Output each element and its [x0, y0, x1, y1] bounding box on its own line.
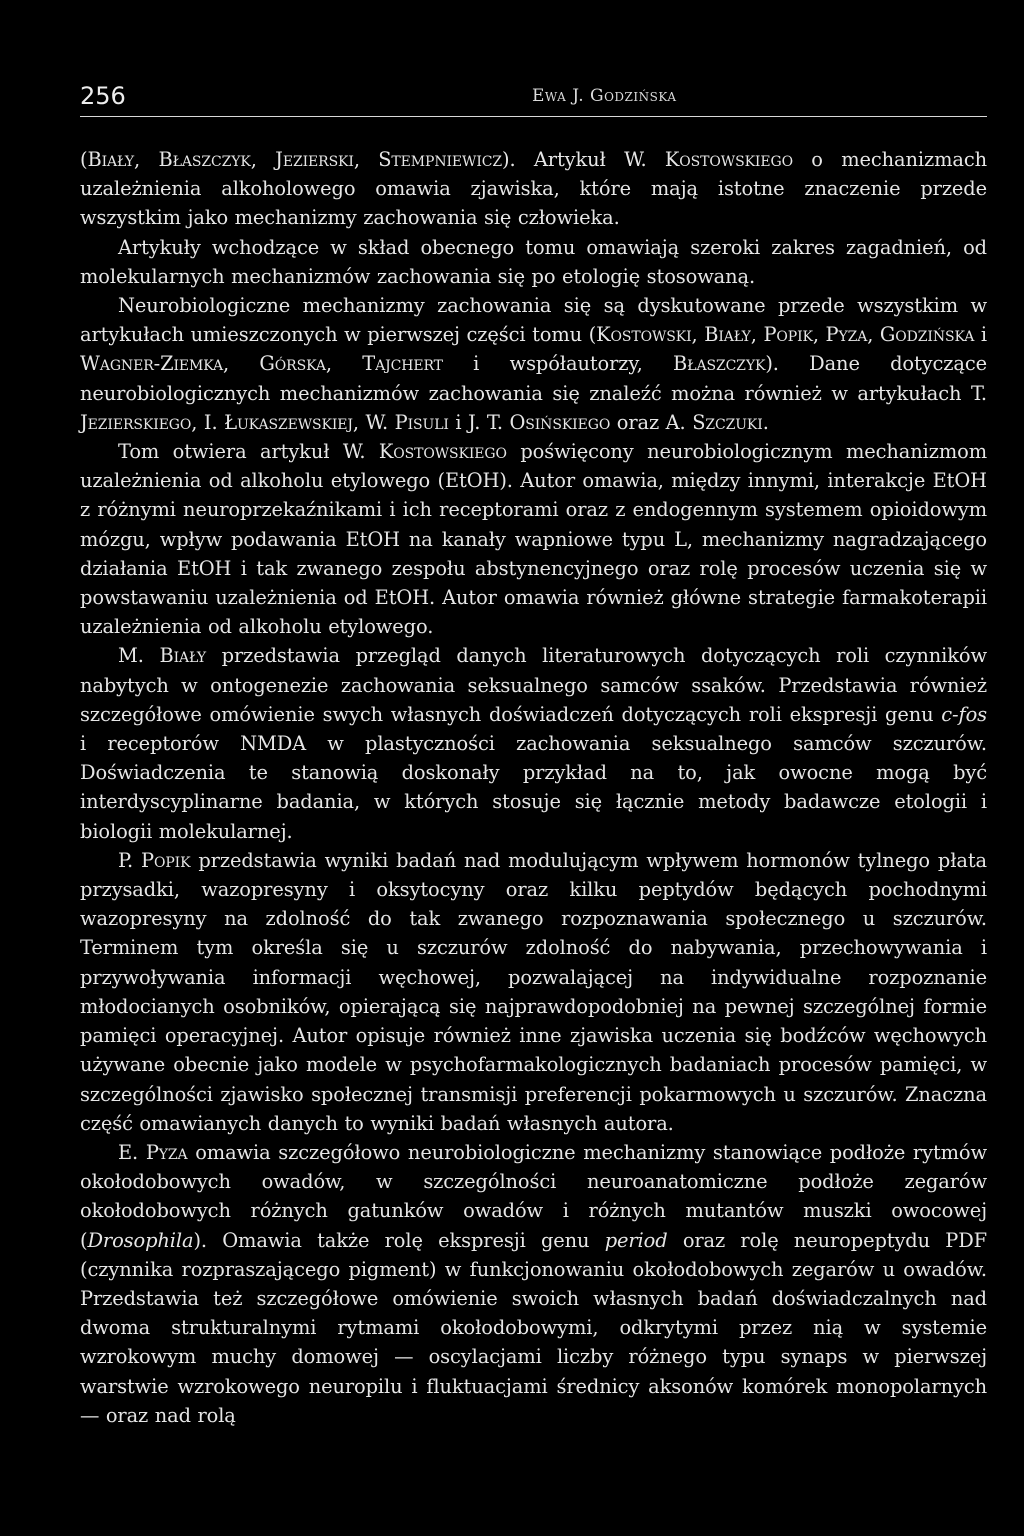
author-name: Biały	[159, 644, 207, 668]
text-run: przedstawia wyniki badań nad modulującym wpływem hormonów tylnego płata przysadki, wazopresyny i oksytocyny oraz kilku peptydów będących pochodnymi wazopresyny na zdolność do tak zwanego rozpoznawania społecznego u szczurów. Terminem tym określa się u szczurów zdolność do nabywania, przechowywania i przywoływania informacji węchowej, pozwalającej na indywidualne rozpoznanie młodocianych osobników, opierającą się najprawdopodobniej na pewnej szczególnej formie pamięci operacyjnej. Autor opisuje również inne zjawiska uczenia się bodźców węchowych używane obecnie jako modele w psychofarmakologicznych badaniach procesów pamięci, w szczególności zjawisko społecznej transmisji preferencji pokarmowych u szczurów. Znaczna część omawianych danych to wyniki badań własnych autora.	[80, 848, 987, 1135]
text-run: i	[974, 323, 988, 347]
author-name: Pisuli	[394, 410, 449, 434]
text-run: oraz A.	[610, 410, 693, 434]
body-paragraph	[80, 641, 987, 845]
italic-term: period	[604, 1228, 668, 1252]
italic-term: c-fos	[941, 702, 987, 726]
author-name: Kostowskiego	[378, 440, 507, 464]
body-paragraph	[80, 846, 987, 1138]
text-run: oraz rolę neuropeptydu PDF (czynnika rozpraszającego pigment) w funkcjonowaniu okołodobowych zegarów u owadów. Przedstawia też szczegółowe omówienie swoich własnych badań doświadczalnych nad dwoma strukturalnymi rytmami okołodobowymi, odkrytymi przez nią w systemie wzrokowym muchy domowej — oscylacjami liczby różnego typu synaps w pierwszej warstwie wzrokowego neuropilu i fluktuacjami średnicy aksonów komórek monopolarnych — oraz nad rolą	[80, 1228, 988, 1427]
running-head: Ewa J. Godzińska	[532, 86, 677, 106]
text-run: Artykuły wchodzące w skład obecnego tomu omawiają szeroki zakres zagadnień, od molekularnych mechanizmów zachowania się po etologię stosowaną.	[80, 235, 987, 288]
page-header	[80, 82, 987, 117]
body-paragraph	[80, 291, 987, 437]
text-run: o mechanizmach uzależnienia alkoholowego omawia zjawiska, które mają istotne znaczenie przede wszystkim jako mechanizmy zachowania się człowieka.	[80, 148, 987, 230]
author-name: Błaszczyk	[673, 352, 766, 376]
text-run: i współautorzy,	[442, 352, 674, 376]
text-run: poświęcony neurobiologicznym mechanizmom uzależnienia od alkoholu etylowego (EtOH). Autor omawia, między innymi, interakcje EtOH z różnymi neuroprzekaźnikami i ich receptorami oraz z endogennym systemem opioidowym mózgu, wpływ podawania EtOH na kanały wapniowe typu L, mechanizmy nagradzającego działania EtOH i tak zwanego zespołu abstynencyjnego oraz rolę procesów uczenia się w powstawaniu uzależnienia od EtOH. Autor omawia również główne strategie farmakoterapii uzależnienia od alkoholu etylowego.	[80, 440, 988, 639]
text-run: ). Artykuł W.	[502, 148, 665, 171]
text-run: (	[80, 148, 88, 171]
author-name: Popik	[141, 848, 191, 872]
author-name: Pyza	[145, 1140, 188, 1164]
page-number: 256	[80, 82, 126, 110]
body-paragraph	[80, 437, 987, 641]
text-run: E.	[118, 1140, 146, 1164]
author-name: Szczuki	[692, 410, 763, 434]
body-paragraph	[80, 1138, 987, 1430]
text-run: i J. T.	[448, 410, 510, 434]
text-run: ). Dane dotyczące neurobiologicznych mechanizmów zachowania się znaleźć można również w artykułach T.	[80, 352, 988, 405]
text-run: przedstawia przegląd danych literaturowych dotyczących roli czynników nabytych w ontogenezie zachowania seksualnego samców ssaków. Przedstawia również szczegółowe omówienie swych własnych doświadczeń dotyczących roli ekspresji genu	[80, 644, 987, 726]
author-name: Biały, Błaszczyk, Jezierski, Stempniewicz	[87, 148, 503, 171]
author-name: Wagner-Ziemka, Górska, Tajchert	[80, 352, 443, 376]
text-run: omawia szczegółowo neurobiologiczne mechanizmy stanowiące podłoże rytmów okołodobowych owadów, w szczególności neuroanatomiczne podłoże zegarów okołodobowych różnych gatunków owadów i różnych mutantów muszki owocowej (	[80, 1140, 987, 1252]
author-name: Osińskiego	[509, 410, 611, 434]
text-run: .	[762, 410, 769, 434]
text-run: Tom otwiera artykuł W.	[118, 440, 379, 464]
body-paragraph	[80, 233, 987, 291]
text-run: M.	[118, 644, 160, 668]
body-text	[80, 145, 987, 1430]
author-name: Kostowskiego	[664, 148, 793, 171]
body-paragraph	[80, 145, 987, 233]
text-run: Neurobiologiczne mechanizmy zachowania się są dyskutowane przede wszystkim w artykułach umieszczonych w pierwszej części tomu (	[80, 294, 987, 347]
author-name: Łukaszewskiej	[224, 410, 353, 434]
text-run: i receptorów NMDA w plastyczności zachowania seksualnego samców szczurów. Doświadczenia te stanowią doskonały przykład na to, jak owocne mogą być interdyscyplinarne badania, w których stosuje się łącznie metody badawcze etologii i biologii molekularnej.	[80, 732, 987, 843]
text-run: P.	[118, 848, 142, 872]
italic-term: Drosophila	[87, 1228, 194, 1252]
text-run: , W.	[352, 410, 395, 434]
text-run: , I.	[191, 410, 225, 434]
author-name: Jezierskiego	[80, 410, 192, 434]
text-run: ). Omawia także rolę ekspresji genu	[193, 1228, 605, 1252]
author-name: Kostowski, Biały, Popik, Pyza, Godzińska	[596, 323, 975, 347]
